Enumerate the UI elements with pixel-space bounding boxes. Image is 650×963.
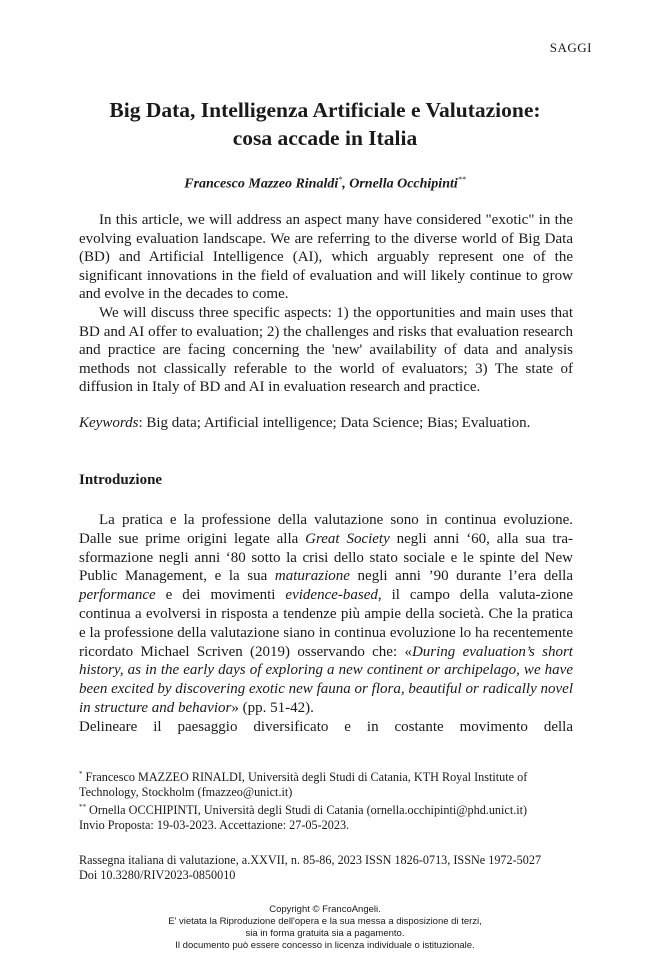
footnote-1	[79, 767, 579, 800]
author-2: Ornella Occhipinti	[349, 176, 458, 192]
title-line-2: cosa accade in Italia	[232, 126, 418, 150]
copyright-line-3: sia in forma gratuita sia a pagamento.	[245, 928, 405, 939]
section-tag: SAGGI	[549, 40, 592, 55]
body-text-span: » (pp. 51-42).	[231, 699, 314, 716]
footnotes	[79, 767, 579, 833]
footnote-2-mark: **	[79, 803, 86, 812]
author-list	[60, 175, 590, 193]
body-emphasis: maturazione	[274, 568, 350, 585]
body-emphasis: evidence-based	[285, 587, 378, 604]
author-1-mark: *	[338, 175, 343, 184]
article-title	[60, 96, 590, 152]
doi: Doi 10.3280/RIV2023-0850010	[79, 868, 236, 882]
keywords-label: Keywords	[79, 415, 139, 431]
abstract	[79, 211, 573, 397]
body-text-span: La pratica e la professione della valutazione sono in continua evoluzione. Dalle sue prime origini legate alla	[79, 512, 573, 547]
body-paragraph	[79, 511, 573, 737]
footnote-1-mark: *	[79, 770, 83, 778]
abstract-paragraph-2: We will discuss three specific aspects: 1) the opportunities and main uses that BD and AI offer to evaluation; 2) the challenges and risks that evaluation research and practice are facing concerning the 'new' availability of data and analysis methods not classically referable to the world of evaluators; 3) The state of diffusion in Italy of BD and AI in evaluation research and practice.	[79, 304, 573, 396]
body-emphasis: Great Society	[305, 530, 390, 547]
copyright-notice	[100, 904, 550, 952]
section-heading: Introduzione	[79, 472, 163, 488]
author-2-mark: **	[457, 175, 466, 184]
submission-dates: Invio Proposta: 19-03-2023. Accettazione: 27-05-2023.	[79, 818, 350, 833]
body-text-span: e dei movimenti	[155, 587, 286, 604]
body-text	[79, 511, 573, 737]
journal-info	[79, 853, 579, 883]
footnote-2	[79, 800, 579, 818]
keywords-text: : Big data; Artificial intelligence; Data Science; Bias; Evaluation.	[138, 415, 531, 431]
abstract-paragraph-1: In this article, we will address an aspect many have considered "exotic" in the evolving evaluation landscape. We are referring to the diverse world of Big Data (BD) and Artificial Intelligence (AI), which arguably represent one of the significant innovations in the field of evaluation and will likely continue to grow and evolve in the decades to come.	[79, 212, 573, 303]
keywords	[79, 415, 573, 432]
body-text-span: negli anni ‘60, alla sua tra-sformazione negli anni ‘80 sotto la crisi dello stato sociale e le spinte del New Public Management, e la sua	[79, 530, 574, 585]
copyright-line-1: Copyright © FrancoAngeli.	[269, 904, 381, 915]
title-line-1: Big Data, Intelligenza Artificiale e Valutazione:	[109, 98, 541, 122]
author-1: Francesco Mazzeo Rinaldi	[184, 176, 339, 192]
journal-citation: Rassegna italiana di valutazione, a.XXVII, n. 85-86, 2023 ISSN 1826-0713, ISSNe 1972-5027	[79, 853, 542, 867]
footnote-2-text: Ornella OCCHIPINTI, Università degli Studi di Catania (ornella.occhipinti@phd.unict.it)	[86, 803, 528, 818]
footnote-1-text: Francesco MAZZEO RINALDI, Università degli Studi di Catania, KTH Royal Institute of Technology, Stockholm (fmazzeo@unict.it)	[79, 770, 528, 800]
body-emphasis: performance	[79, 587, 156, 604]
body-text-span: , il campo della valuta-zione continua a evolversi in risposta a tendenze più ampie della società. Che la pratica e la professione della valutazione siano in continua evoluzione lo ha recentemente ricordato Michael Scriven (2019) osservando che: «	[79, 587, 573, 660]
copyright-line-4: Il documento può essere concesso in licenza individuale o istituzionale.	[175, 940, 475, 951]
body-last-line: Delineare il paesaggio diversificato e in costante movimento della	[79, 718, 573, 735]
body-quote: During evaluation’s short history, as in the early days of exploring a new continent or archipelago, we have been excited by discovering exotic new fauna or flora, beautiful or radically novel in structure and behavior	[79, 643, 573, 716]
author-separator: ,	[342, 176, 350, 192]
copyright-line-2: E' vietata la Riproduzione dell'opera e la sua messa a disposizione di terzi,	[168, 916, 482, 927]
body-text-span: negli anni ’90 durante l’era della	[349, 568, 573, 585]
